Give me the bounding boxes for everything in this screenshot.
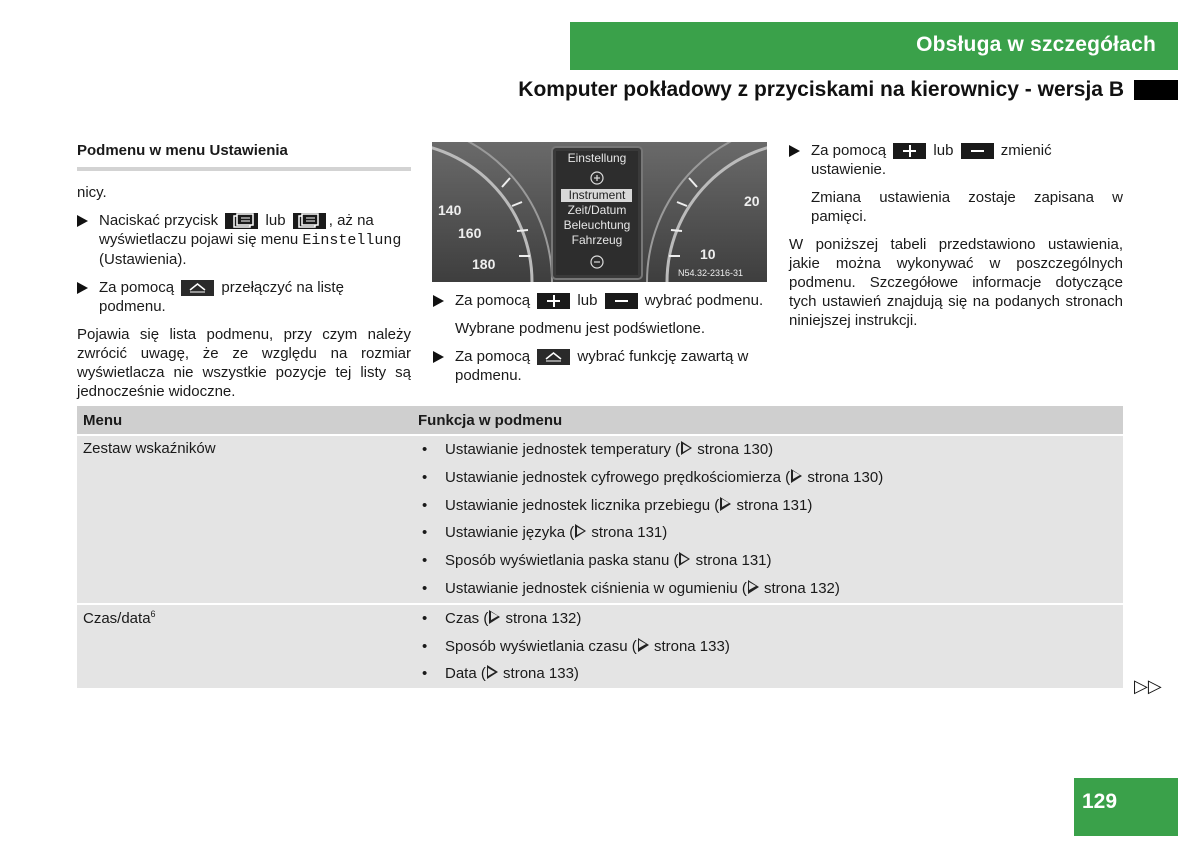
page-ref-icon	[681, 441, 692, 455]
list-item: • Ustawianie języka ( strona 131)	[418, 519, 1117, 547]
list-item: • Ustawianie jednostek temperatury ( strona 130)	[418, 436, 1117, 464]
page-number-badge	[1074, 778, 1178, 836]
header-marker	[1134, 80, 1178, 100]
table-row	[77, 435, 1123, 604]
column-2	[433, 291, 768, 394]
instruction-5: Za pomocą lub zmienić ustawienie.	[789, 141, 1123, 179]
arrow-right-icon	[77, 215, 88, 227]
display-item: Fahrzeug	[571, 233, 623, 247]
page-subtitle: Komputer pokładowy z przyciskami na kierownicy - wersja B	[518, 78, 1124, 101]
save-note: Zmiana ustawienia zostaje zapisana w pamięci.	[811, 189, 1123, 225]
function-cell	[412, 435, 1123, 604]
menu-cell: Zestaw wskaźników	[77, 435, 412, 604]
plus-button-icon	[893, 143, 926, 159]
column-1	[77, 141, 411, 410]
display-menu-title: Einstellung	[567, 151, 627, 165]
column-header-function: Funkcja w podmenu	[412, 406, 1123, 435]
function-cell	[412, 604, 1123, 689]
list-item: • Sposób wyświetlania czasu ( strona 133)	[418, 633, 1117, 661]
up-down-button-icon	[537, 349, 570, 365]
list-item: • Sposób wyświetlania paska stanu ( strona 131)	[418, 547, 1117, 575]
display-menu	[552, 151, 642, 248]
arrow-right-icon	[789, 145, 800, 157]
arrow-right-icon	[433, 295, 444, 307]
continued-icon: ▷▷	[1134, 676, 1162, 696]
display-item: Beleuchtung	[563, 218, 631, 232]
list-item: • Czas ( strona 132)	[418, 605, 1117, 633]
arrow-right-icon	[77, 282, 88, 294]
list-item: • Ustawianie jednostek cyfrowego prędkościomierza ( strona 130)	[418, 464, 1117, 492]
page-ref-icon	[748, 580, 759, 594]
submenu-note: Pojawia się lista podmenu, przy czym należy zwrócić uwagę, że ze względu na rozmiar wyświetlacza nie wszystkie pozycje tej listy są jednocześnie widoczne.	[77, 326, 411, 400]
list-item: • Ustawianie jednostek licznika przebiegu ( strona 131)	[418, 492, 1117, 520]
display-item: Zeit/Datum	[567, 203, 627, 217]
column-3	[789, 141, 1123, 339]
table-row	[77, 604, 1123, 689]
list-item: • Ustawianie jednostek ciśnienia w ogumieniu ( strona 132)	[418, 575, 1117, 603]
section-banner	[570, 22, 1178, 70]
instruction-4: Za pomocą wybrać funkcję zawartą w podmenu.	[433, 347, 768, 385]
arrow-right-icon	[433, 351, 444, 363]
up-down-button-icon	[181, 280, 214, 296]
continued-text: nicy.	[77, 184, 107, 201]
page-ref-icon	[791, 469, 802, 483]
instrument-cluster-image	[432, 142, 767, 282]
page-ref-icon	[720, 497, 731, 511]
settings-table	[77, 406, 1123, 690]
page-ref-icon	[489, 610, 500, 624]
page-ref-icon	[487, 665, 498, 679]
page-ref-icon	[679, 552, 690, 566]
page-ref-icon	[638, 638, 649, 652]
minus-button-icon	[605, 293, 638, 309]
menu-back-button-icon	[225, 213, 258, 229]
page-number: 129	[1082, 790, 1118, 813]
submenu-heading: Podmenu w menu Ustawienia	[77, 142, 288, 159]
highlight-note: Wybrane podmenu jest podświetlone.	[455, 320, 706, 337]
menu-cell: Czas/data$^6$	[77, 604, 412, 689]
heading-rule	[77, 167, 411, 171]
scale-label: 160	[458, 225, 482, 241]
section-title: Obsługa w szczegółach	[916, 33, 1156, 56]
menu-forward-button-icon	[293, 213, 326, 229]
menu-name: Einstellung	[302, 232, 402, 249]
plus-button-icon	[537, 293, 570, 309]
instruction-3: Za pomocą lub wybrać podmenu.	[433, 291, 768, 310]
table-intro: W poniższej tabeli przedstawiono ustawienia, jakie można wykonywać w poszczególnych podmenu. Szczegółowe informacje dotyczące tych ustawień znajdują się na podanych stronach niniejszej instrukcji.	[789, 236, 1123, 329]
minus-button-icon	[961, 143, 994, 159]
page-ref-icon	[575, 524, 586, 538]
scale-label: 10	[700, 246, 716, 262]
table-header-row	[77, 406, 1123, 435]
scale-label: 20	[744, 193, 760, 209]
display-item-selected: Instrument	[568, 188, 626, 202]
scale-label: 180	[472, 256, 496, 272]
list-item: • Data ( strona 133)	[418, 660, 1117, 688]
figure-ref: N54.32-2316-31	[678, 268, 744, 278]
footnote-marker: 6	[150, 608, 156, 619]
column-header-menu: Menu	[77, 406, 412, 435]
scale-label: 140	[438, 202, 462, 218]
instruction-1: Naciskać przycisk lub , aż na wyświetlaczu pojawi się menu Einstellung (Ustawienia).	[77, 211, 411, 269]
instruction-2: Za pomocą przełączyć na listę podmenu.	[77, 278, 411, 316]
